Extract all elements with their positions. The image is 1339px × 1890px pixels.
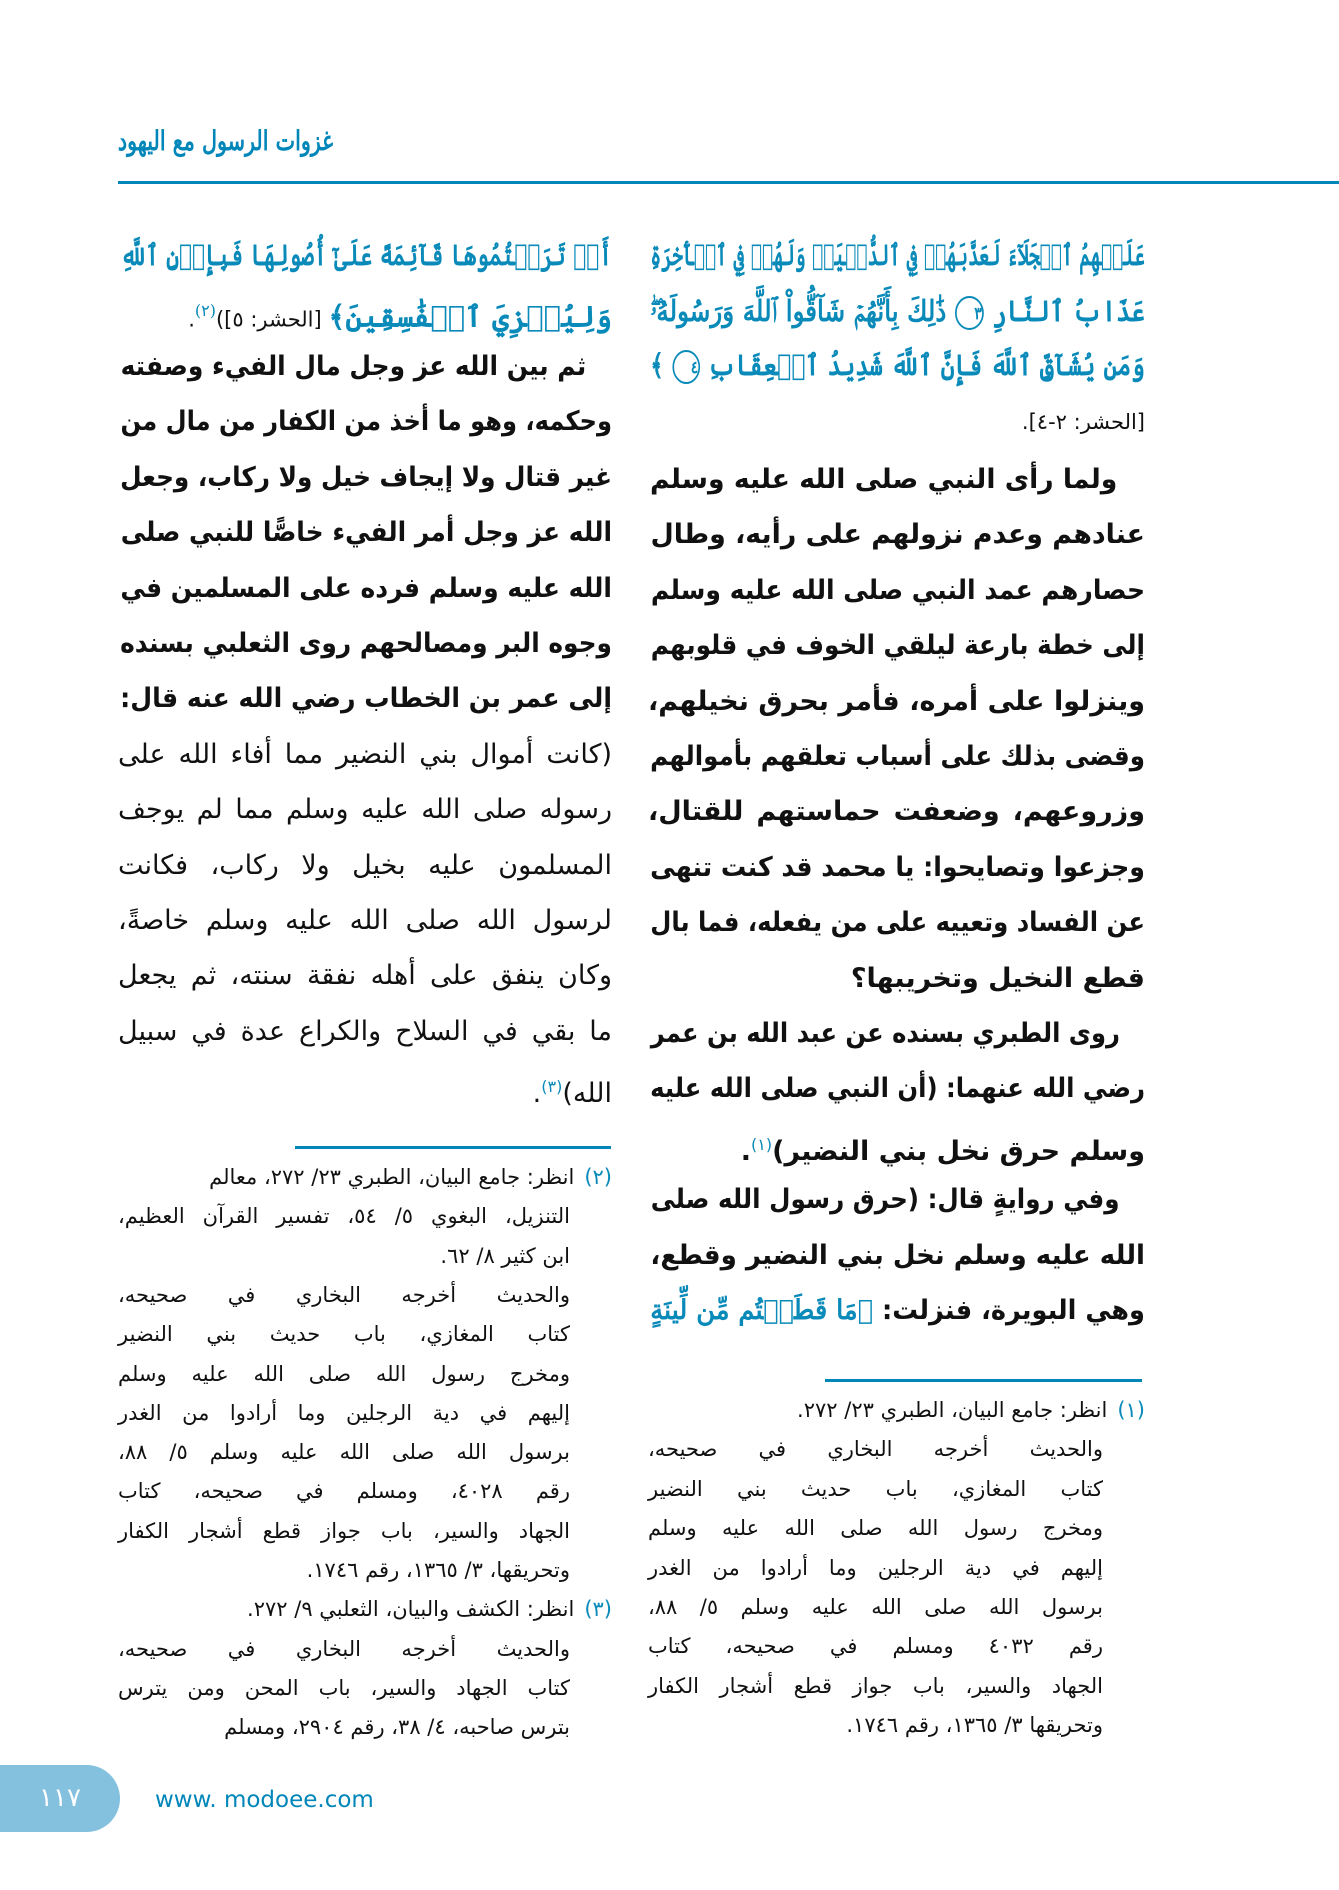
citation-text: .	[188, 307, 195, 332]
footnote-text: الجهاد والسير، باب جواز قطع أشجار الكفار	[118, 1518, 570, 1543]
footnote-line	[118, 1315, 612, 1353]
footnote-line	[118, 1158, 612, 1196]
footnote-line	[648, 1430, 1145, 1468]
footnote-line	[118, 1551, 612, 1589]
footnote-text: والحديث أخرجه البخاري في صحيحه،	[648, 1437, 1103, 1462]
verse-number-marker: ٤	[672, 350, 700, 384]
footnote-text: الجهاد والسير، باب جواز قطع أشجار الكفار	[648, 1673, 1103, 1698]
footnote-text: ومخرج رسول الله صلى الله عليه وسلم	[118, 1361, 570, 1386]
footnote-text: والحديث أخرجه البخاري في صحيحه،	[118, 1636, 570, 1661]
footnote-marker: (٢)	[584, 1165, 612, 1189]
text-run: الله عليه وسلم نخل بني النضير وقطع،	[650, 1239, 1145, 1271]
quran-text: وَلِيُخۡزِيَ ٱلۡفَٰسِقِينَ﴾	[328, 299, 612, 334]
text-run: ما بقي في السلاح والكراع عدة في سبيل	[118, 1015, 612, 1047]
footnote-marker: (١)	[1117, 1398, 1145, 1422]
citation-line	[648, 402, 1145, 442]
citation-text: [الحشر: ٥])	[215, 307, 329, 332]
text-run: ثم بين الله عز وجل مال الفيء وصفته	[120, 351, 587, 382]
footnote-line	[648, 1706, 1145, 1744]
body-text-line	[120, 563, 612, 615]
text-run: الله عليه وسلم فرده على المسلمين في	[120, 572, 613, 604]
footnote-text: رقم ٤٠٣٢ ومسلم في صحيحه، كتاب	[648, 1634, 1103, 1659]
footnote-line	[118, 1394, 612, 1432]
footnote-text: بترس صاحبه، ٤/ ٣٨، رقم ٢٩٠٤، ومسلم	[224, 1715, 570, 1740]
footnote-line	[118, 1590, 612, 1628]
footnote-text: كتاب الجهاد والسير، باب المحن ومن يترس	[118, 1675, 570, 1700]
text-run: وجزعوا وتصايحوا: يا محمد قد كنت تنهى	[650, 851, 1145, 883]
footnote-line	[118, 1630, 612, 1668]
footnote-reference[interactable]: (١)	[751, 1134, 773, 1154]
footnote-marker: (٣)	[584, 1597, 612, 1622]
body-text-line	[650, 454, 1145, 506]
body-text-line	[118, 784, 612, 836]
body-text-line	[120, 452, 612, 504]
footnote-line	[118, 1237, 612, 1275]
text-run: وقضى بذلك على أسباب تعلقهم بأموالهم	[650, 741, 1145, 772]
body-text-line	[650, 897, 1145, 949]
body-text-line	[650, 509, 1145, 561]
body-text-line	[650, 842, 1145, 894]
verse-number-marker: ٣	[955, 296, 984, 330]
quran-verse-line	[650, 230, 1145, 280]
text-run: .	[532, 1078, 542, 1110]
body-text-line	[650, 1285, 1145, 1337]
quran-text: عَذَابُ ٱلنَّارِ	[983, 294, 1145, 328]
text-run: المسلمون عليه بخيل ولا ركاب، فكانت	[118, 849, 612, 881]
footnote-line	[648, 1391, 1145, 1429]
text-run: وجوه البر ومصالحهم روى الثعلبي بسنده	[120, 628, 613, 659]
footnote-text: وتحريقها، ٣/ ١٣٦٥، رقم ١٧٤٦.	[306, 1558, 570, 1582]
text-run: قطع النخيل وتخريبها؟	[850, 962, 1145, 994]
text-run: وسلم حرق نخل بني النضير)	[772, 1135, 1145, 1167]
text-run: (كانت أموال بني النضير مما أفاء الله على	[118, 738, 612, 770]
footnote-line	[648, 1588, 1145, 1626]
footnote-text: كتاب المغازي، باب حديث بني النضير	[648, 1476, 1103, 1501]
running-header-title: غزوات الرسول مع اليهود	[117, 126, 333, 157]
quran-verse-line	[650, 286, 1145, 336]
text-run: إلى عمر بن الخطاب رضي الله عنه قال:	[120, 683, 613, 715]
footnote-text: التنزيل، البغوي ٥/ ٥٤، تفسير القرآن العظيم،	[118, 1204, 570, 1229]
text-run: وحكمه، وهو ما أخذ من الكفار من مال من	[120, 406, 613, 438]
text-run: الله عز وجل أمر الفيء خاصًّا للنبي صلى	[120, 517, 613, 549]
footnote-text: برسول الله صلى الله عليه وسلم ٥/ ٨٨،	[648, 1595, 1103, 1619]
text-run: حصارهم عمد النبي صلى الله عليه وسلم	[650, 574, 1145, 606]
quran-verse-line	[120, 230, 612, 280]
body-text-line	[118, 1006, 612, 1058]
body-text-line	[650, 1063, 1145, 1115]
body-text-line	[120, 396, 612, 448]
quran-text: ﴿مَا قَطَعۡتُم مِّن لِّينَةٍ	[650, 1295, 874, 1326]
text-run: وهي البويرة، فنزلت:	[873, 1295, 1145, 1326]
footnote-text: انظر: جامع البيان، الطبري ٢٣/ ٢٧٢.	[797, 1398, 1108, 1422]
right-column	[648, 0, 1145, 1760]
footnote-line	[118, 1708, 612, 1746]
body-text-line	[120, 341, 612, 393]
footnote-text: انظر: جامع البيان، الطبري ٢٣/ ٢٧٢، معالم	[209, 1165, 575, 1189]
text-run: عن الفساد وتعييه على من يفعله، فما بال	[650, 907, 1145, 939]
body-text-line	[648, 953, 1145, 1005]
footnote-text: كتاب المغازي، باب حديث بني النضير	[118, 1322, 570, 1347]
body-text-line	[120, 673, 612, 725]
body-text-line	[650, 1230, 1145, 1282]
footnote-text: وتحريقها ٣/ ١٣٦٥، رقم ١٧٤٦.	[846, 1713, 1103, 1738]
body-text-line	[650, 1008, 1145, 1060]
left-column	[118, 0, 612, 1760]
body-text-line	[120, 618, 612, 670]
footnote-text: والحديث أخرجه البخاري في صحيحه،	[118, 1282, 570, 1307]
text-run: إلى خطة بارعة ليلقي الخوف في قلوبهم	[650, 630, 1145, 662]
text-run: ولما رأى النبي صلى الله عليه وسلم	[650, 464, 1118, 495]
body-text-line	[648, 786, 1145, 838]
body-text-line	[118, 729, 612, 781]
footnote-divider-right	[825, 1379, 1142, 1382]
body-text-line	[650, 620, 1145, 672]
text-run: عنادهم وعدم نزولهم على رأيه، وطال	[650, 519, 1145, 551]
text-run: روى الطبري بسنده عن عبد الله بن عمر	[650, 1018, 1120, 1049]
text-run: [الحشر: ٢-٤].	[1021, 410, 1145, 434]
text-run: رضي الله عنهما: (أن النبي صلى الله عليه	[650, 1073, 1145, 1105]
body-text-line	[650, 565, 1145, 617]
body-text-line	[120, 507, 612, 559]
footnote-line	[648, 1549, 1145, 1587]
footnote-text: إليهم في دية الرجلين وما أرادوا من الغدر	[648, 1555, 1103, 1580]
footnote-line	[118, 1512, 612, 1550]
quran-verse-line	[118, 286, 612, 336]
body-text-line	[650, 1174, 1145, 1226]
text-run: رسوله صلى الله عليه وسلم مما لم يوجف	[118, 794, 612, 826]
quran-text: وَمَن يُشَآقِّ ٱللَّهَ فَإِنَّ ٱللَّهَ شَدِيدُ ٱلۡعِقَابِ	[699, 348, 1145, 382]
body-text-line	[118, 840, 612, 892]
text-run: الله)	[562, 1078, 612, 1110]
quran-text: ﴾	[650, 348, 673, 382]
website-url: www. modoee.com	[155, 1787, 374, 1813]
footnote-reference[interactable]: (٢)	[194, 301, 216, 320]
page-number-badge: ١١٧	[0, 1765, 120, 1832]
footnote-line	[648, 1470, 1145, 1508]
footnote-line	[118, 1669, 612, 1707]
quran-verse-line	[650, 340, 1145, 390]
footnote-text: رقم ٤٠٢٨، ومسلم في صحيحه، كتاب	[118, 1479, 570, 1504]
text-run: وزروعهم، وضعفت حماستهم للقتال،	[648, 796, 1145, 828]
footnote-divider-left	[295, 1146, 611, 1149]
text-run: غير قتال ولا إيجاف خيل ولا ركاب، وجعل	[120, 461, 612, 493]
footnote-text: ومخرج رسول الله صلى الله عليه وسلم	[648, 1516, 1103, 1541]
footnote-text: إليهم في دية الرجلين وما أرادوا من الغدر	[118, 1400, 570, 1425]
body-text-line	[118, 950, 612, 1002]
quran-text: أَوۡ تَرَكۡتُمُوهَا قَآئِمَةً عَلَىٰٓ أُصُولِهَا فَبِإِذۡنِ ٱللَّهِ	[120, 238, 612, 272]
footnote-line	[648, 1627, 1145, 1665]
quran-text: ذَٰلِكَ بِأَنَّهُمۡ شَآقُّواْ ٱللَّهَ وَرَسُولَهُۥۖ	[650, 294, 955, 328]
footnote-reference[interactable]: (٣)	[541, 1077, 563, 1097]
text-run: .	[740, 1135, 752, 1167]
body-text-line	[648, 676, 1145, 728]
footnote-text: ابن كثير ٨/ ٦٢.	[440, 1243, 570, 1268]
footnote-line	[118, 1276, 612, 1314]
footnote-text: برسول الله صلى الله عليه وسلم ٥/ ٨٨،	[118, 1440, 570, 1465]
footnote-line	[118, 1197, 612, 1235]
footnote-line	[118, 1472, 612, 1510]
body-text-line	[118, 895, 612, 947]
body-text-line	[118, 1061, 612, 1113]
body-text-line	[650, 731, 1145, 783]
footnote-line	[118, 1433, 612, 1471]
footnote-line	[648, 1509, 1145, 1547]
quran-text: عَلَيۡهِمُ ٱلۡجَلَآءَ لَعَذَّبَهُمۡ فِي ٱلدُّنۡيَاۖ وَلَهُمۡ فِي ٱلۡأٓخِرَةِ	[650, 238, 1145, 272]
text-run: لرسول الله صلى الله عليه وسلم خاصةً،	[118, 905, 612, 936]
footnote-text: انظر: الكشف والبيان، الثعلبي ٩/ ٢٧٢.	[247, 1597, 575, 1622]
text-run: وكان ينفق على أهله نفقة سنته، ثم يجعل	[118, 960, 612, 992]
footnote-line	[118, 1355, 612, 1393]
footnote-line	[648, 1667, 1145, 1705]
body-text-line	[648, 1119, 1145, 1171]
text-run: وينزلوا على أمره، فأمر بحرق نخيلهم،	[648, 685, 1145, 717]
text-run: وفي روايةٍ قال: (حرق رسول الله صلى	[650, 1184, 1120, 1216]
